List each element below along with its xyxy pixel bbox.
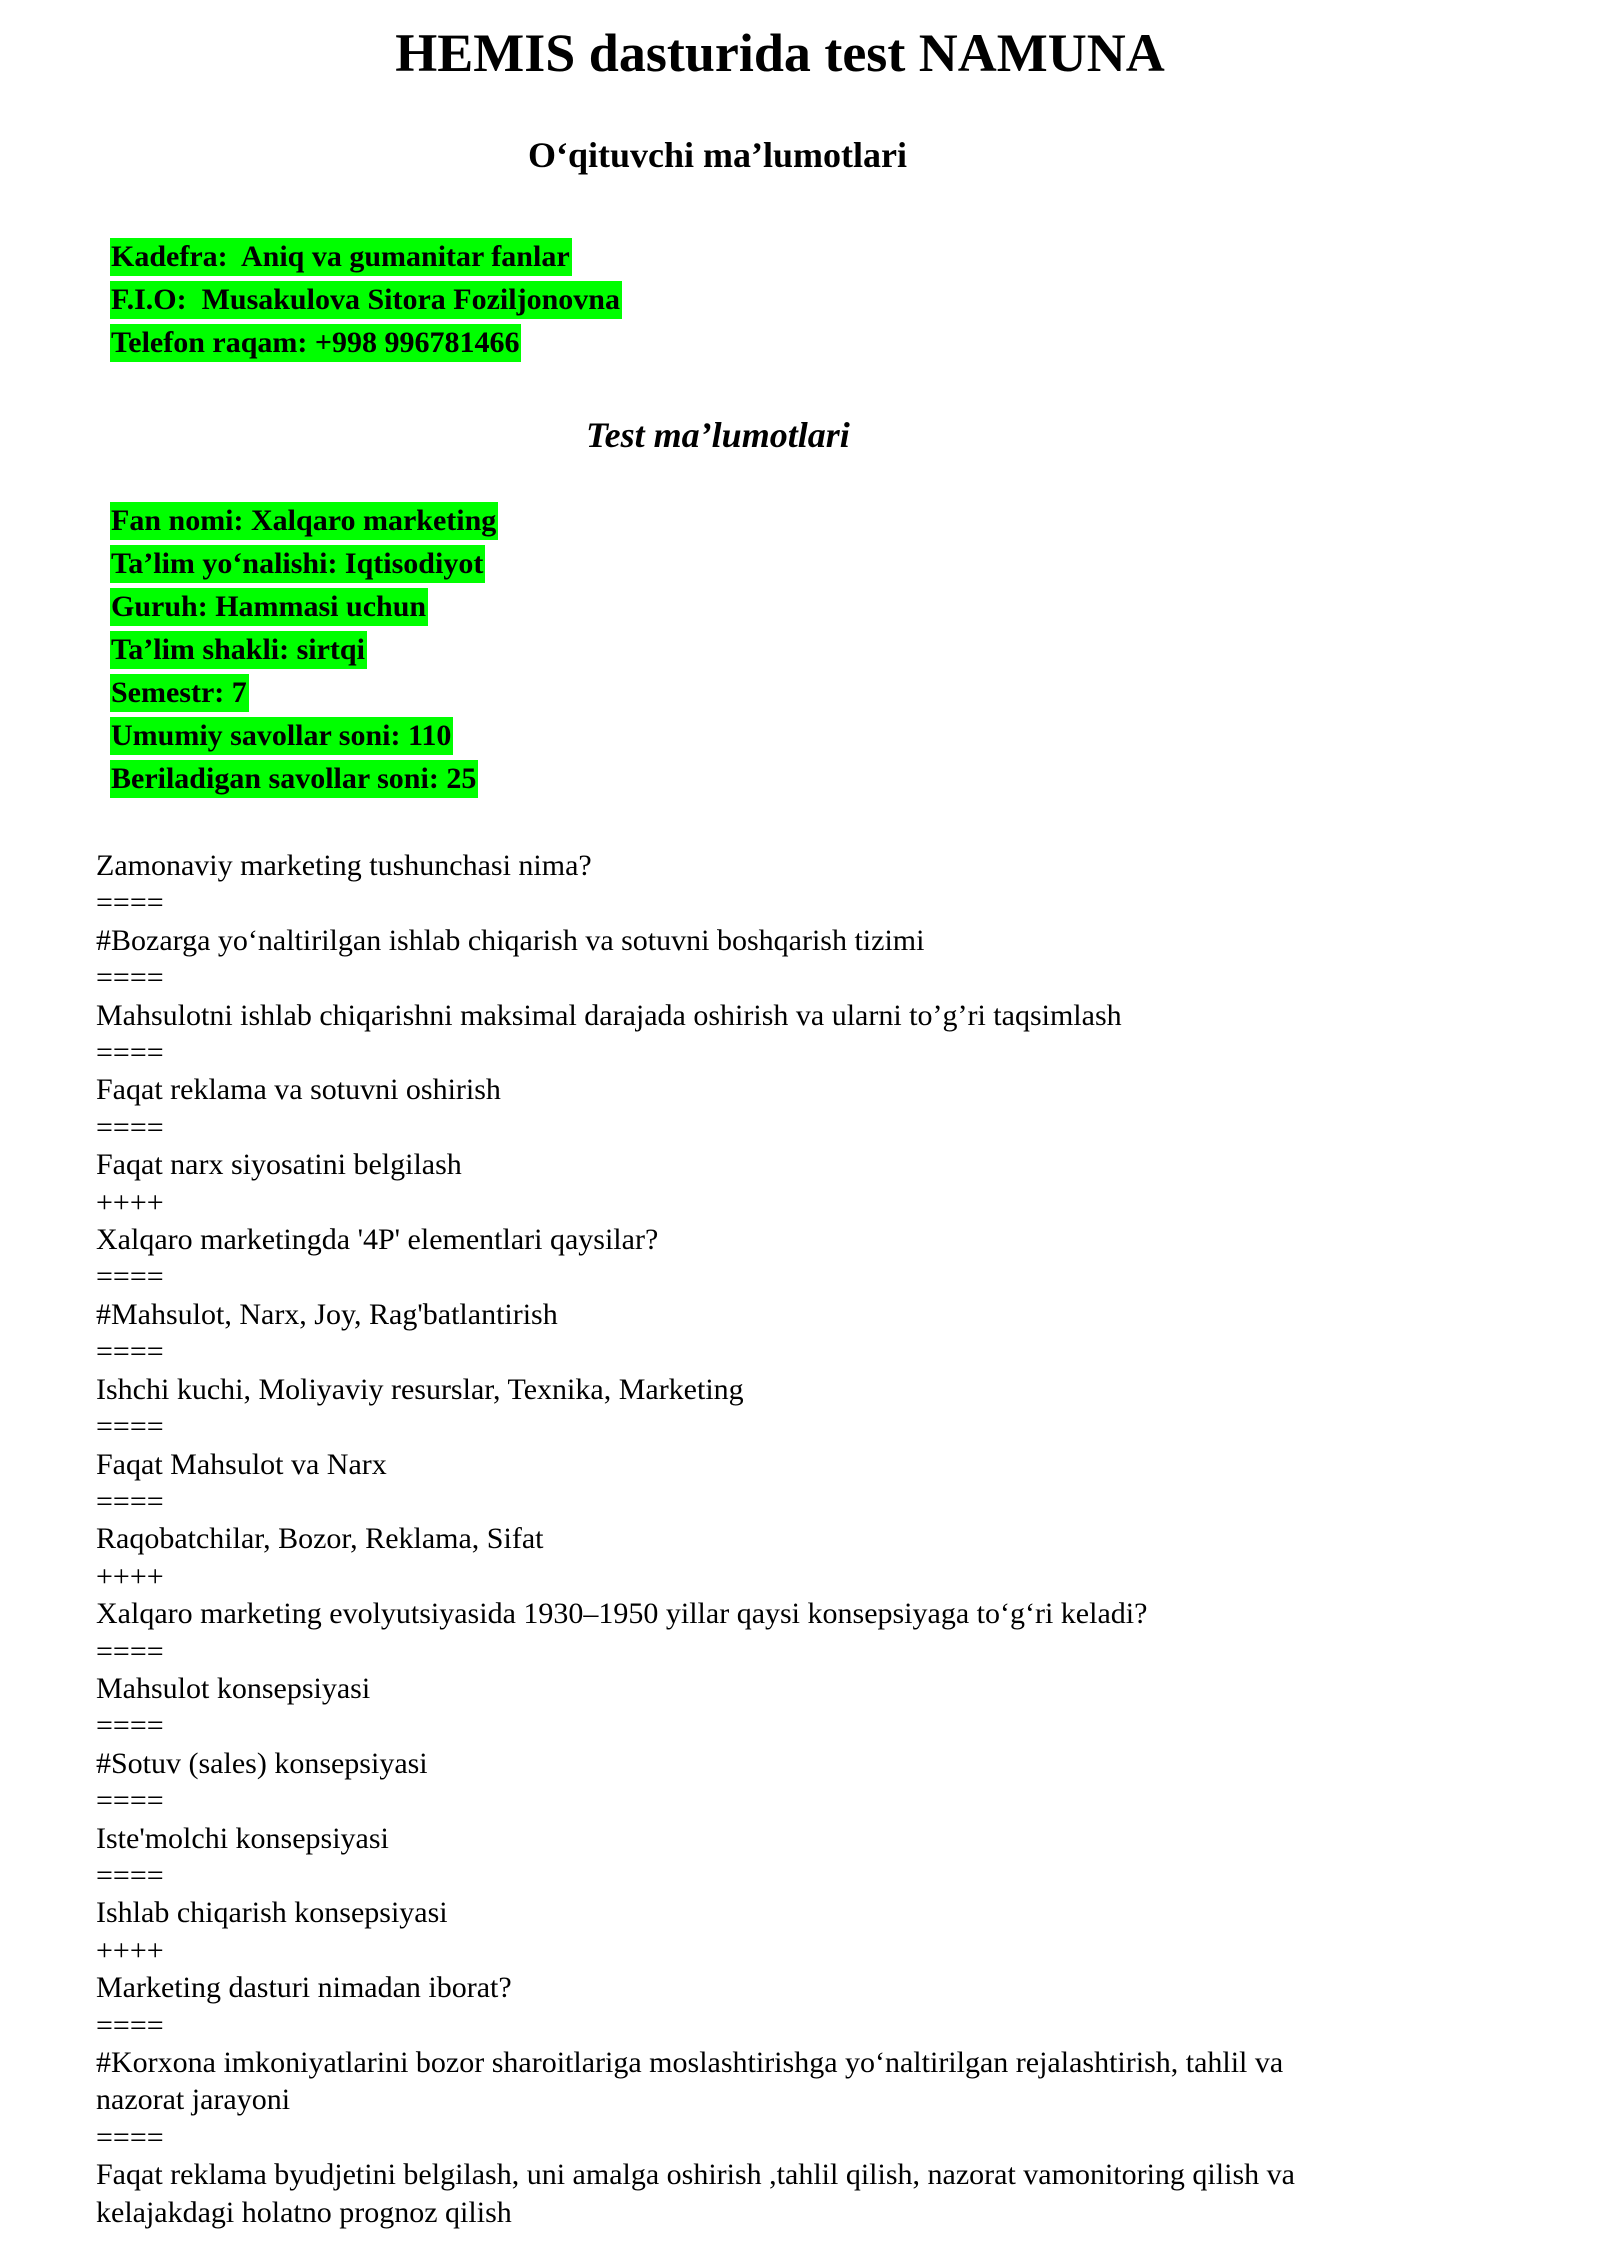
study-direction-field: Ta’lim yo‘nalishi: Iqtisodiyot (110, 545, 485, 583)
test-info-line (110, 631, 498, 674)
answer-separator: ==== (96, 1110, 164, 1144)
phone-field: Telefon raqam: +998 996781466 (110, 324, 521, 362)
answer-line: kelajakdagi holatno prognoz qilish (96, 2195, 512, 2229)
teacher-info-line (110, 281, 622, 324)
answer-separator: ==== (96, 1036, 164, 1070)
test-info-line (110, 674, 498, 717)
answer-line: Ishlab chiqarish konsepsiyasi (96, 1896, 448, 1930)
study-form-field: Ta’lim shakli: sirtqi (110, 631, 367, 669)
teacher-info-line (110, 324, 622, 367)
answer-separator: ==== (96, 961, 164, 995)
test-info-line (110, 760, 498, 803)
test-info-line (110, 588, 498, 631)
question-line: Xalqaro marketingda '4P' elementlari qaysilar? (96, 1223, 659, 1257)
answer-separator: ==== (96, 1410, 164, 1444)
teacher-info-block (110, 238, 622, 367)
answer-separator: ==== (96, 1709, 164, 1743)
answer-line: Mahsulot konsepsiyasi (96, 1671, 371, 1705)
correct-answer-line: #Sotuv (sales) konsepsiyasi (96, 1746, 428, 1780)
question-separator: ++++ (96, 1559, 164, 1593)
test-info-line (110, 545, 498, 588)
test-section-title: Test ma’lumotlari (586, 415, 850, 455)
department-field: Kadefra: Aniq va gumanitar fanlar (110, 238, 572, 276)
answer-separator: ==== (96, 1634, 164, 1668)
answer-line: Ishchi kuchi, Moliyaviy resurslar, Texnika, Marketing (96, 1372, 744, 1406)
group-field: Guruh: Hammasi uchun (110, 588, 428, 626)
full-name-field: F.I.O: Musakulova Sitora Foziljonovna (110, 281, 622, 319)
teacher-section-title: O‘qituvchi ma’lumotlari (528, 135, 907, 175)
answer-line: Faqat narx siyosatini belgilash (96, 1148, 462, 1182)
answer-separator: ==== (96, 2120, 164, 2154)
question-line: Marketing dasturi nimadan iborat? (96, 1971, 512, 2005)
question-answer-list (96, 847, 1526, 2231)
total-questions-field: Umumiy savollar soni: 110 (110, 717, 453, 755)
answer-line: Raqobatchilar, Bozor, Reklama, Sifat (96, 1522, 544, 1556)
answer-separator: ==== (96, 886, 164, 920)
answer-separator: ==== (96, 1858, 164, 1892)
answer-separator: ==== (96, 1260, 164, 1294)
test-info-block (110, 502, 498, 803)
correct-answer-line: #Mahsulot, Narx, Joy, Rag'batlantirish (96, 1297, 558, 1331)
correct-answer-line: #Korxona imkoniyatlarini bozor sharoitlariga moslashtirishga yo‘naltirilgan rejalashtirish, tahlil va (96, 2046, 1284, 2079)
document-title: HEMIS dasturida test NAMUNA (395, 23, 1165, 83)
answer-line: nazorat jarayoni (96, 2083, 291, 2117)
question-separator: ++++ (96, 1933, 164, 1967)
answer-line: Iste'molchi konsepsiyasi (96, 1821, 389, 1855)
correct-answer-line: #Bozarga yo‘naltirilgan ishlab chiqarish va sotuvni boshqarish tizimi (96, 923, 925, 957)
teacher-info-line (110, 238, 622, 281)
answer-line: Faqat reklama va sotuvni oshirish (96, 1073, 501, 1107)
answer-line: Mahsulotni ishlab chiqarishni maksimal darajada oshirish va ularni to’g’ri taqsimlash (96, 998, 1122, 1032)
answer-separator: ==== (96, 1335, 164, 1369)
given-questions-field: Beriladigan savollar soni: 25 (110, 760, 478, 798)
test-info-line (110, 502, 498, 545)
answer-separator: ==== (96, 2008, 164, 2042)
answer-line: Faqat Mahsulot va Narx (96, 1447, 387, 1481)
test-info-line (110, 717, 498, 760)
answer-separator: ==== (96, 1784, 164, 1818)
question-line: Xalqaro marketing evolyutsiyasida 1930–1950 yillar qaysi konsepsiyaga to‘g‘ri keladi? (96, 1597, 1148, 1631)
question-separator: ++++ (96, 1185, 164, 1219)
subject-field: Fan nomi: Xalqaro marketing (110, 502, 498, 540)
answer-line: Faqat reklama byudjetini belgilash, uni amalga oshirish ,tahlil qilish, nazorat vamonitoring qilish va (96, 2158, 1295, 2192)
answer-separator: ==== (96, 1484, 164, 1518)
question-line: Zamonaviy marketing tushunchasi nima? (96, 849, 592, 882)
semester-field: Semestr: 7 (110, 674, 249, 712)
